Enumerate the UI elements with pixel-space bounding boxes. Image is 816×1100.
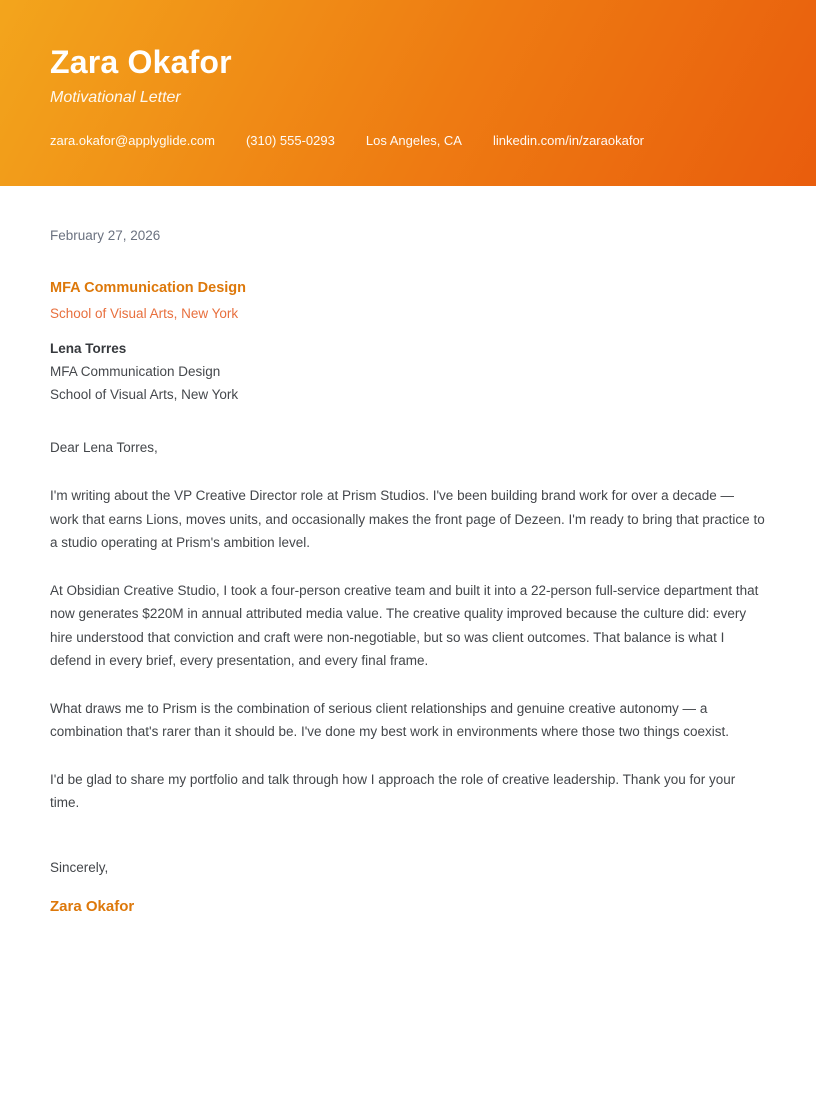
contact-email: zara.okafor@applyglide.com (50, 133, 215, 149)
salutation: Dear Lena Torres, (50, 440, 158, 456)
letter-paragraph: I'd be glad to share my portfolio and talk through how I approach the role of creative leadership. Thank you for your time. (50, 771, 736, 811)
recipient-block (50, 337, 766, 406)
letter-paragraph: I'm writing about the VP Creative Director role at Prism Studios. I've been building brand work for over a decade — work that earns Lions, moves units, and occasionally makes the front page of Dezeen. I'm ready to bring that practice to a studio operating at Prism's ambition level. (50, 488, 765, 551)
position-title: MFA Communication Design (50, 280, 247, 297)
page-title: Zara Okafor (50, 44, 232, 80)
recipient-name: Lena Torres (50, 341, 127, 357)
contact-linkedin: linkedin.com/in/zaraokafor (492, 133, 645, 149)
contact-row (50, 133, 766, 148)
document-type-subtitle: Motivational Letter (50, 89, 181, 107)
letter-body (0, 186, 816, 915)
recipient-organization: School of Visual Arts, New York (50, 387, 239, 403)
signature: Zara Okafor (50, 897, 135, 915)
letter-paragraph: At Obsidian Creative Studio, I took a four-person creative team and built it into a 22-person full-service department that now generates $220M in annual attributed media value. The creative quality improved because the culture did: every hire understood that conviction and craft were non-negotiable, but so was client outcomes. That balance is what I defend in every brief, every presentation, and every final frame. (50, 582, 759, 669)
contact-phone: (310) 555-0293 (245, 133, 335, 149)
letter-paragraph: What draws me to Prism is the combination of serious client relationships and genuine creative autonomy — a combination that's rarer than it should be. I've done my best work in environments where those two things coexist. (50, 700, 730, 740)
recipient-role: MFA Communication Design (50, 364, 221, 380)
position-organization-link[interactable]: School of Visual Arts, New York (50, 306, 239, 322)
position-block (50, 280, 766, 323)
letter-header (0, 0, 816, 186)
closing: Sincerely, (50, 859, 109, 875)
contact-location: Los Angeles, CA (365, 133, 462, 149)
letter-date: February 27, 2026 (50, 228, 161, 244)
